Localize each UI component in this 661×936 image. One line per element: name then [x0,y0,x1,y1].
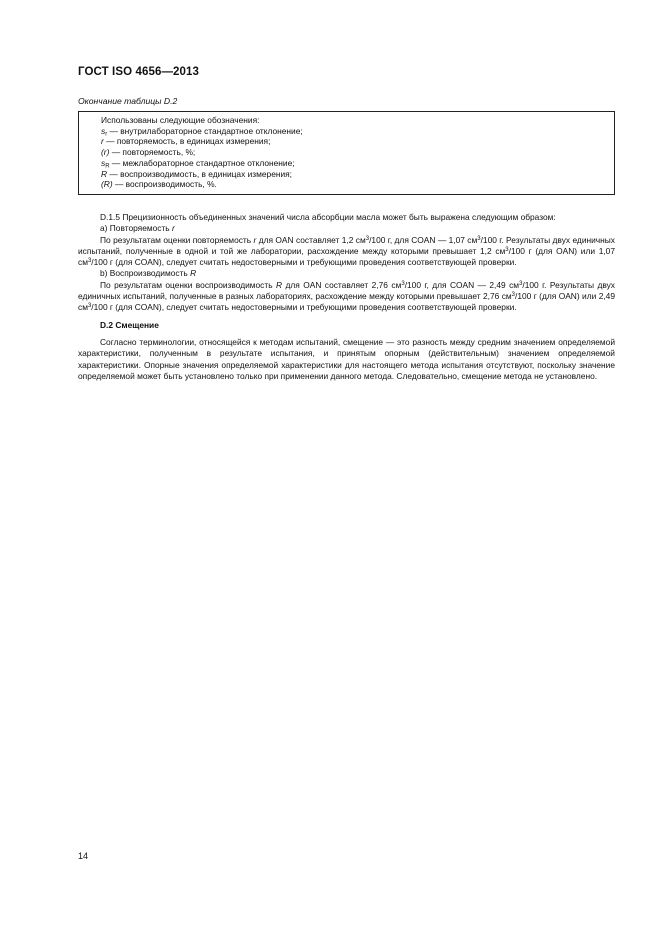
document-header: ГОСТ ISO 4656—2013 [78,66,200,78]
notation-intro: Использованы следующие обозначения: [101,115,260,125]
notation-item: (r) — повторяемость, %; [101,147,196,158]
section-d2-paragraph: Согласно терминологии, относящейся к методам испытаний, смещение — это разность между средним значением определяемой характеристики, полученным в результате испытания, и принятым опорным (действительным) значением определяемой характеристики. Опорные значения определяемой характеристики для настоящего метода испытания отсутствуют, поскольку значение определяемой может быть установлено только при применении данного метода. Следовательно, смещение метода не установлено. [78,336,615,381]
notation-list [101,115,303,190]
clause-d15: D.1.5 Прецизионность объединенных значений числа абсорбции масла может быть выражена следующим образом: [100,212,556,222]
document-body [78,212,615,382]
repeatability-heading: a) Повторяемость r [100,223,175,234]
reproducibility-paragraph: По результатам оценки воспроизводимость R для OAN составляет 2,76 $см^3/100$ г, для COAN — 2,49 $см^3/100$ г. Результаты двух единичных испытаний, полученные в разных лабораториях, расхождение между которыми превышает 2,76 $см^3/100$ г (для OAN) или 2,49 $см^3/100$ г (для COAN), следует считать недостоверными и требующими проведения соответствующей проверки. [78,279,615,313]
notation-table [78,111,615,195]
reproducibility-heading: b) Воспроизводимость R [100,268,197,279]
repeatability-paragraph: По результатам оценки повторяемость r для OAN составляет 1,2 $см^3/100$ г, для COAN — 1,07 $см^3/100$ г. Результаты двух единичных испытаний, полученные в одной и той же лаборатории, расхождение между которыми превышает 1,2 $см^3/100$ г (для OAN) или 1,07 $см^3/100$ г (для COAN), следует считать недостоверными и требующими проведения соответствующей проверки. [78,234,615,268]
notation-item: r — повторяемость, в единицах измерения; [101,136,271,147]
notation-item: $s_r$ — внутрилабораторное стандартное отклонение; [101,125,303,138]
notation-item: $s_R$ — межлабораторное стандартное отклонение; [101,157,295,170]
notation-item: (R) — воспроизводимость, %. [101,179,217,190]
page-number: 14 [78,851,89,861]
notation-item: R — воспроизводимость, в единицах измерения; [101,168,293,179]
table-caption: Окончание таблицы D.2 [78,96,178,106]
section-d2-title: D.2 Смещение [100,319,159,330]
